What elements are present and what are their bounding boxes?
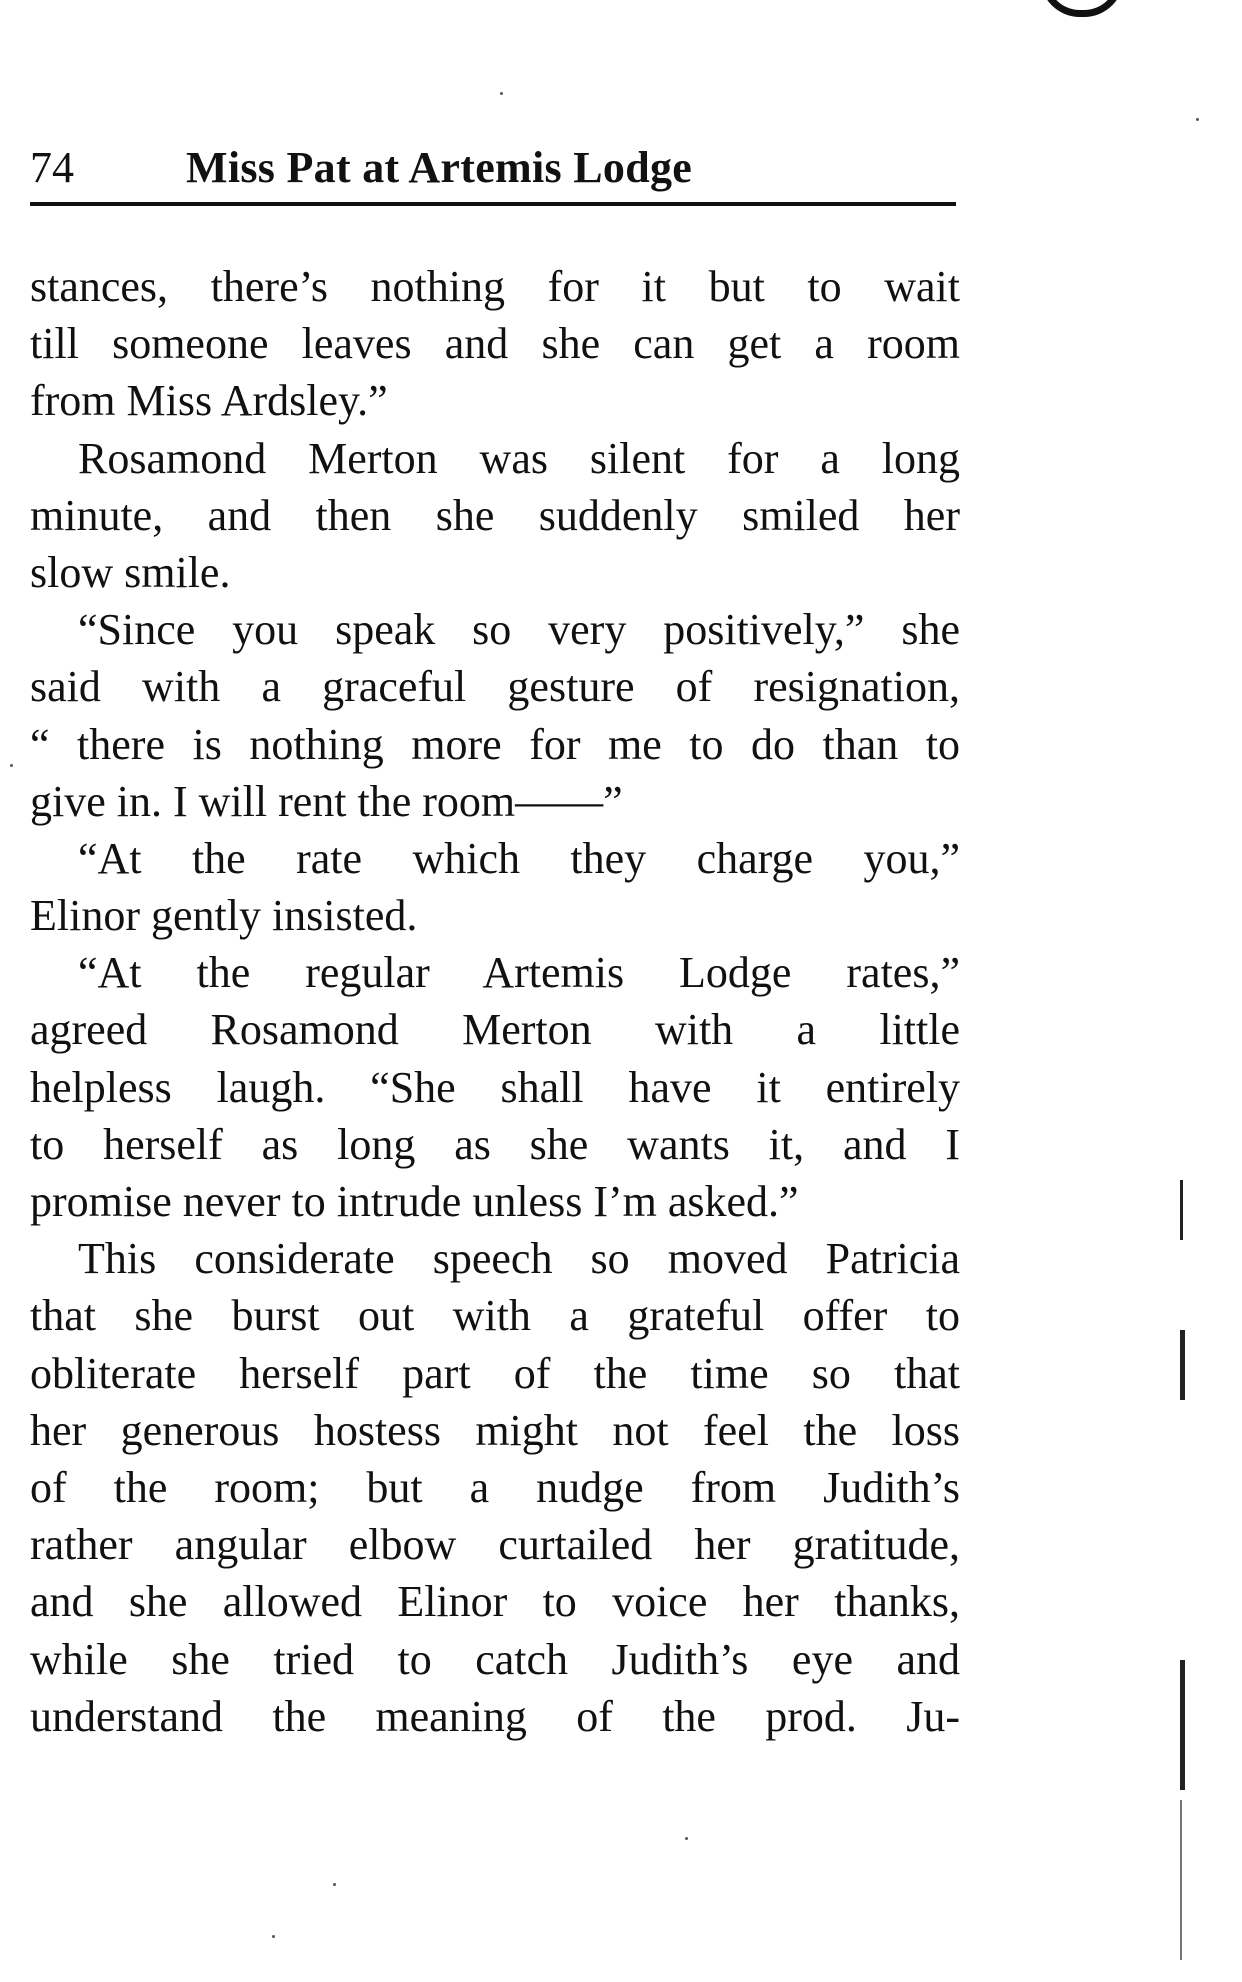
text-line: promise never to intrude unless I’m asked.”: [30, 1177, 799, 1226]
scan-speck: [10, 764, 13, 767]
text-line: “At the rate which they charge you,”: [78, 833, 960, 883]
text-line: her generous hostess might not feel the loss: [30, 1405, 960, 1455]
text-line: “At the regular Artemis Lodge rates,”: [78, 948, 960, 998]
text-line: agreed Rosamond Merton with a little: [30, 1005, 960, 1055]
text-line: and she allowed Elinor to voice her thanks,: [30, 1577, 960, 1627]
text-line: from Miss Ardsley.”: [30, 376, 388, 426]
text-line: helpless laugh. “She shall have it entirely: [30, 1062, 960, 1112]
running-title: Miss Pat at Artemis Lodge: [186, 143, 693, 192]
gutter-shadow: [1180, 1330, 1185, 1400]
text-line: slow smile.: [30, 547, 231, 597]
header-rule: [30, 202, 956, 206]
text-line: till someone leaves and she can get a room: [30, 319, 960, 369]
scan-speck: [1196, 118, 1199, 121]
text-line: said with a graceful gesture of resignation,: [30, 662, 960, 712]
page-number: 74: [30, 143, 74, 192]
text-line: stances, there’s nothing for it but to wait: [30, 262, 960, 311]
text-line: that she burst out with a grateful offer to: [30, 1291, 960, 1341]
text-line: Elinor gently insisted.: [30, 891, 418, 941]
gutter-shadow: [1180, 1660, 1185, 1790]
scan-speck: [333, 1883, 336, 1886]
text-line: give in. I will rent the room——”: [30, 776, 623, 826]
scan-speck: [500, 92, 503, 95]
text-line: “Since you speak so very positively,” she: [78, 605, 960, 655]
text-line: obliterate herself part of the time so that: [30, 1348, 960, 1398]
text-line: minute, and then she suddenly smiled her: [30, 490, 960, 540]
scan-speck: [272, 1935, 275, 1938]
scan-speck: [685, 1837, 688, 1840]
gutter-shadow: [1180, 1180, 1183, 1240]
text-line: while she tried to catch Judith’s eye and: [30, 1634, 960, 1684]
text-line: understand the meaning of the prod. Ju-: [30, 1691, 960, 1741]
body-text: [30, 258, 960, 1745]
text-line: Rosamond Merton was silent for a long: [78, 433, 960, 483]
text-line: rather angular elbow curtailed her gratitude,: [30, 1520, 960, 1570]
text-line: This considerate speech so moved Patricia: [78, 1234, 960, 1284]
gutter-shadow: [1180, 1800, 1182, 1960]
text-line: “ there is nothing more for me to do than to: [30, 719, 960, 769]
ink-mark: [1040, 0, 1124, 17]
page-header: [30, 138, 956, 198]
text-line: to herself as long as she wants it, and I: [30, 1119, 960, 1169]
text-line: of the room; but a nudge from Judith’s: [30, 1462, 960, 1512]
